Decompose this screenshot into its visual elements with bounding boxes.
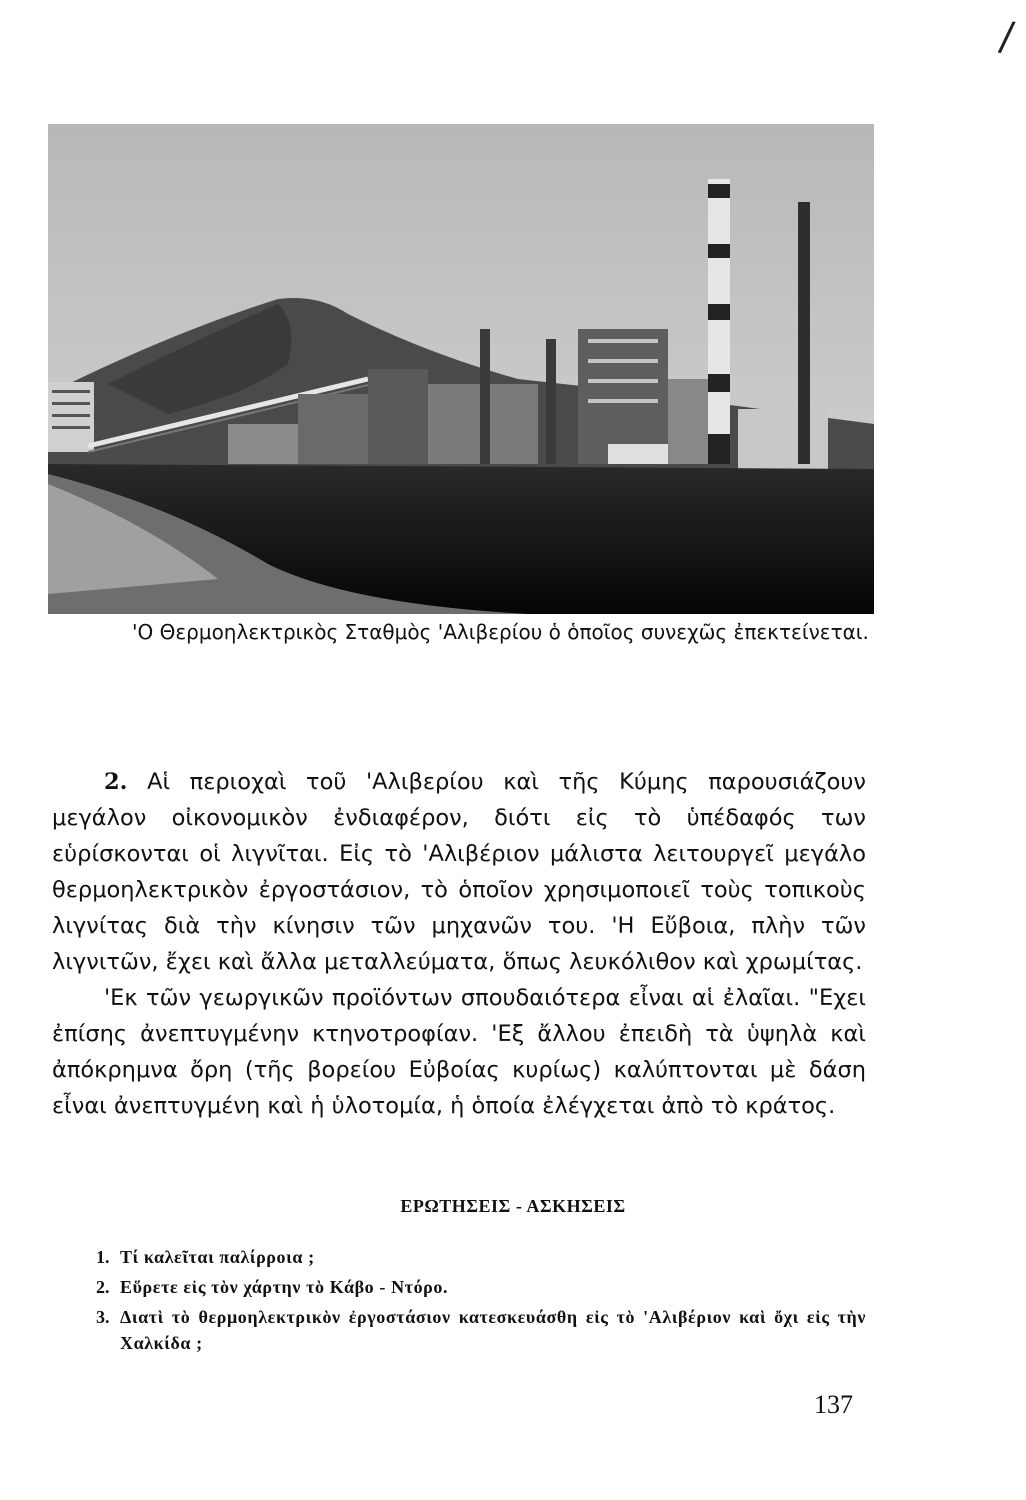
main-block [578,329,668,464]
chimney-2 [546,339,556,464]
question-item [96,1304,866,1356]
photo-caption: 'Ο Θερμοηλεκτρικὸς Σταθμὸς 'Αλιβερίου ὁ ὁποῖος συνεχῶς ἐπεκτείνεται. [132,620,869,644]
question-text: Διατὶ τὸ θερμοηλεκτρικὸν ἐργοστάσιον κατεσκευάσθη εἰς τὸ 'Αλιβέριον καὶ ὄχι εἰς τὴν Χαλκίδα ; [120,1307,866,1353]
paragraph-1-text: Αἱ περιοχαὶ τοῦ 'Αλιβερίου καὶ τῆς Κύμης παρουσιάζουν μεγάλον οἰκονομικὸν ἐνδιαφέρον, διότι εἰς τὸ ὑπέδαφός των εὑρίσκονται οἱ λιγνῖται. Εἰς τὸ 'Αλιβέριον μάλιστα λειτουργεῖ μεγάλο θερμοηλεκτρικὸν ἐργοστάσιον, τὸ ὁποῖον χρησιμοποιεῖ τοὺς τοπικοὺς λιγνίτας διὰ τὴν κίνησιν τῶν μηχανῶν του. 'Η Εὔβοια, πλὴν τῶν λιγνιτῶν, ἔχει καὶ ἄλλα μεταλλεύματα, ὅπως λευκόλιθον καὶ χρωμίτας. [52,769,866,975]
chimney-1 [480,329,490,464]
paragraph-2: 'Εκ τῶν γεωργικῶν προϊόντων σπουδαιότερα εἶναι αἱ ἐλαῖαι. "Εχει ἐπίσης ἀνεπτυγμένην κτηνοτροφίαν. 'Εξ ἄλλου ἐπειδὴ τὰ ὑψηλὰ καὶ ἀπόκρημνα ὄρη (τῆς βορείου Εὐβοίας κυρίως) καλύπτονται μὲ δάση εἶναι ἀνεπτυγμένη καὶ ἡ ὑλοτομία, ἡ ὁποία ἐλέγχεται ἀπὸ τὸ κράτος. [52,985,866,1119]
page-number: 137 [814,1390,853,1419]
paragraph-1 [52,764,866,980]
questions-list [96,1244,866,1360]
question-item [96,1244,866,1270]
question-text: Τί καλεῖται παλίρροια ; [120,1247,315,1267]
question-number: 1. [96,1247,110,1267]
power-station-illustration [48,124,874,614]
body-text [52,764,866,1124]
question-number: 3. [96,1307,110,1327]
question-number: 2. [96,1277,110,1297]
section-heading: ΕΡΩΤΗΣΕΙΣ - ΑΣΚΗΣΕΙΣ [400,1196,626,1216]
tall-striped-chimney [708,179,730,464]
power-station-photo [48,124,874,614]
corner-pencil-mark: / [996,13,1017,61]
question-item [96,1274,866,1300]
question-text: Εὕρετε εἰς τὸν χάρτην τὸ Κάβο - Ντόρο. [120,1277,449,1297]
paragraph-number: 2. [104,769,128,795]
tall-dark-chimney [798,202,810,464]
